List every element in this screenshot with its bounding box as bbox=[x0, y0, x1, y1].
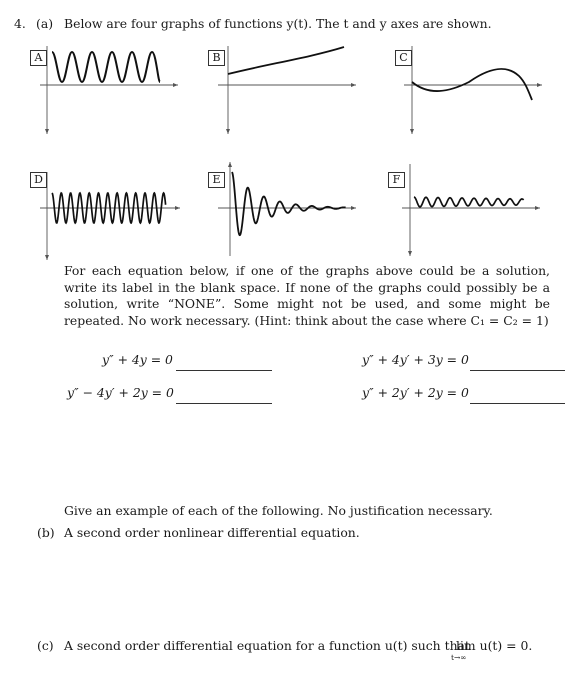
part-b-answer-area[interactable] bbox=[64, 546, 544, 626]
part-a-marker: (a) bbox=[36, 16, 54, 31]
graph-f bbox=[392, 160, 542, 260]
part-b-text: A second order nonlinear differential equation. bbox=[64, 525, 360, 540]
equation-4: y″ + 2y′ + 2y = 0 bbox=[362, 385, 469, 400]
graph-d bbox=[30, 168, 185, 263]
part-c-text: A second order differential equation for a function u(t) such that bbox=[64, 638, 470, 653]
answer-blank-3[interactable] bbox=[470, 370, 565, 371]
instructions: For each equation below, if one of the graphs above could be a solution, write its label in the blank space. If none of the graphs could possibly be a solution, write “NONE”. Some might not be used, and some might be repeated. No work necessary. (Hint: think about the case where C₁ = C₂ = 1) bbox=[64, 263, 550, 328]
graph-label-b: B bbox=[208, 50, 225, 66]
part-c-limit: lim u(t) = 0. bbox=[456, 638, 533, 653]
part-b-marker: (b) bbox=[37, 525, 55, 540]
graph-label-f: F bbox=[388, 172, 405, 188]
equation-1: y″ + 4y = 0 bbox=[102, 352, 173, 367]
equation-2: y″ − 4y′ + 2y = 0 bbox=[67, 385, 174, 400]
answer-blank-2[interactable] bbox=[176, 403, 272, 404]
graph-label-d: D bbox=[30, 172, 47, 188]
part-a-intro: Below are four graphs of functions y(t). The t and y axes are shown. bbox=[64, 16, 492, 31]
part-c-marker: (c) bbox=[37, 638, 54, 653]
graph-b bbox=[208, 42, 358, 137]
answer-blank-4[interactable] bbox=[470, 403, 565, 404]
equation-3: y″ + 4y′ + 3y = 0 bbox=[362, 352, 469, 367]
graph-c bbox=[394, 42, 544, 137]
graph-label-c: C bbox=[395, 50, 412, 66]
examples-intro: Give an example of each of the following. No justification necessary. bbox=[64, 503, 493, 518]
graph-label-a: A bbox=[30, 50, 47, 66]
problem-number: 4. bbox=[14, 16, 26, 31]
graph-e bbox=[208, 158, 358, 258]
graph-a bbox=[30, 42, 180, 137]
part-c-limit-subscript: t→∞ bbox=[451, 653, 467, 662]
answer-blank-1[interactable] bbox=[176, 370, 272, 371]
graph-label-e: E bbox=[208, 172, 225, 188]
